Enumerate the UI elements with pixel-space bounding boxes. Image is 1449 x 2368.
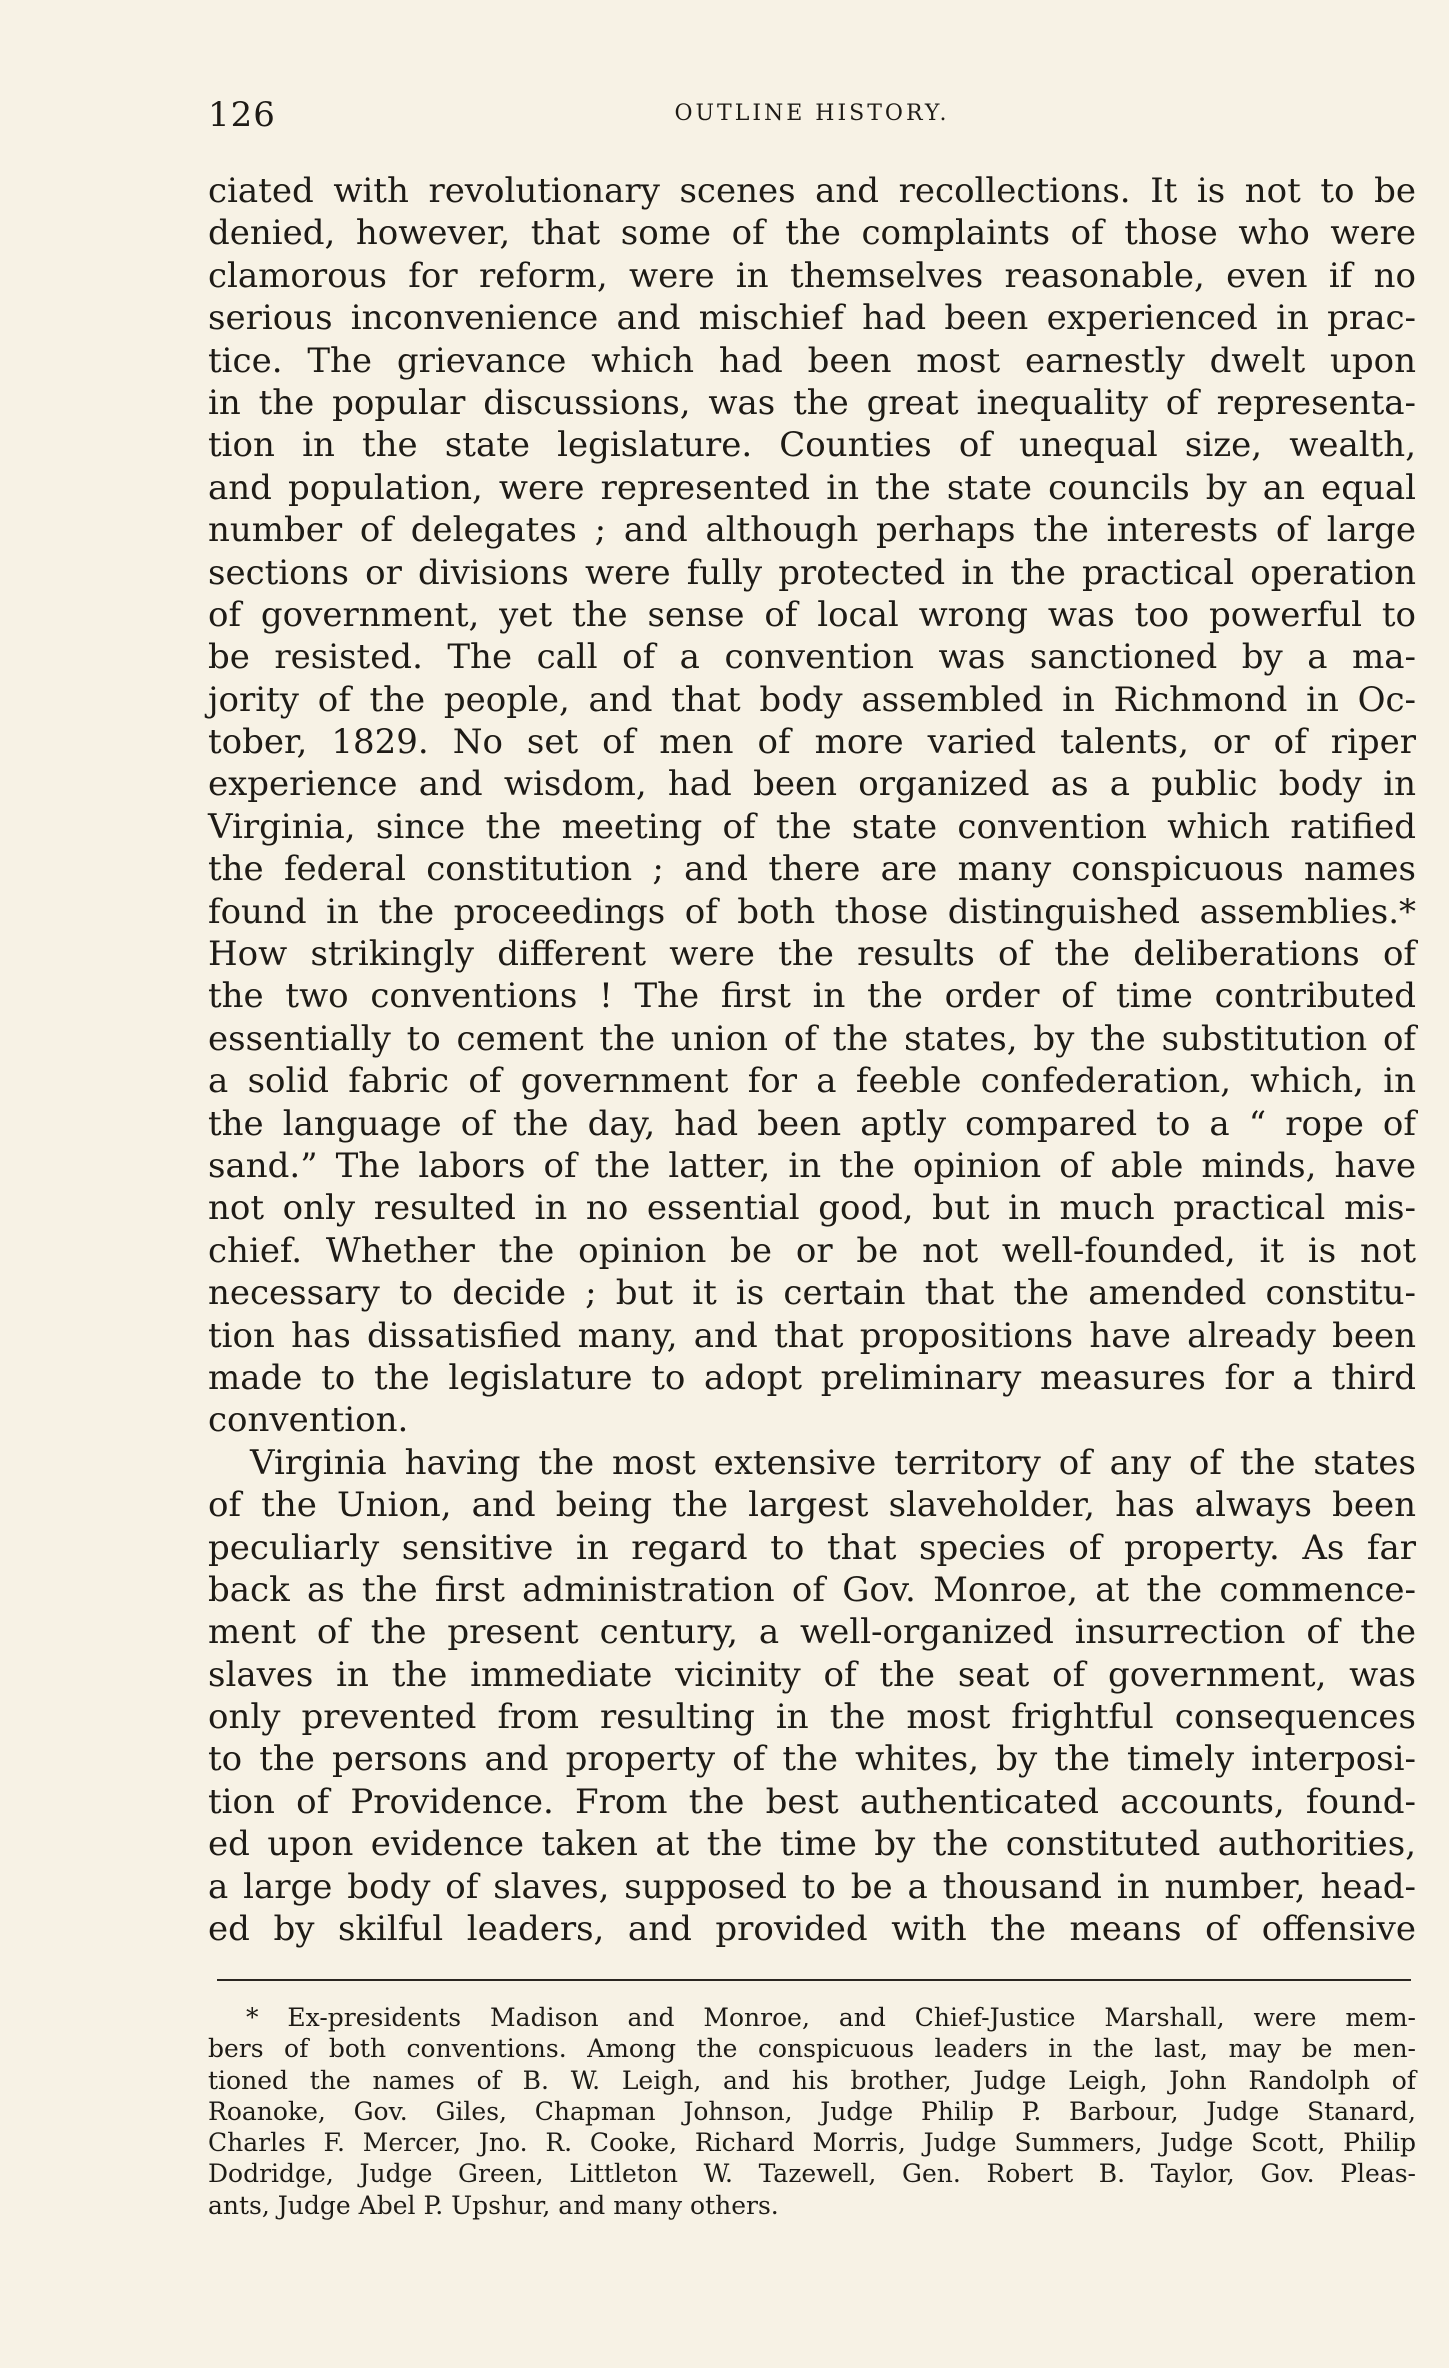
text-line: tober, 1829. No set of men of more varied talents, or of riper <box>208 722 1416 763</box>
footnote-line: Roanoke, Gov. Giles, Chapman Johnson, Judge Philip P. Barbour, Judge Stanard, <box>208 2096 1416 2126</box>
text-line: of government, yet the sense of local wrong was too powerful to <box>208 594 1416 635</box>
text-line: chief. Whether the opinion be or be not well-founded, it is not <box>208 1230 1416 1271</box>
text-line: not only resulted in no essential good, but in much practical mis- <box>208 1188 1416 1229</box>
page-header <box>208 95 1416 135</box>
footnote-line: Charles F. Mercer, Jno. R. Cooke, Richard Morris, Judge Summers, Judge Scott, Philip <box>208 2128 1416 2158</box>
footnote-line: Dodridge, Judge Green, Littleton W. Tazewell, Gen. Robert B. Taylor, Gov. Pleas- <box>208 2159 1416 2189</box>
text-line: sand.” The labors of the latter, in the opinion of able minds, have <box>208 1145 1416 1186</box>
running-head: OUTLINE HISTORY. <box>674 101 950 126</box>
text-line: a solid fabric of government for a feeble confederation, which, in <box>208 1061 1416 1102</box>
text-line: tion of Providence. From the best authenticated accounts, found- <box>208 1781 1416 1822</box>
page-number: 126 <box>208 95 276 135</box>
text-line: ment of the present century, a well-organized insurrection of the <box>208 1612 1416 1653</box>
text-line: essentially to cement the union of the states, by the substitution of <box>208 1018 1416 1059</box>
text-line: back as the first administration of Gov. Monroe, at the commence- <box>208 1569 1416 1610</box>
text-line: serious inconvenience and mischief had been experienced in prac- <box>208 298 1416 339</box>
text-line: Virginia having the most extensive territory of any of the states <box>250 1442 1416 1483</box>
text-line: ed upon evidence taken at the time by the constituted authorities, <box>208 1824 1416 1865</box>
text-line: and population, were represented in the state councils by an equal <box>208 467 1416 508</box>
text-line: necessary to decide ; but it is certain that the amended constitu- <box>208 1273 1416 1314</box>
text-line: How strikingly different were the results of the deliberations of <box>208 934 1416 975</box>
text-line: number of delegates ; and although perhaps the interests of large <box>208 510 1416 551</box>
text-line: tion in the state legislature. Counties of unequal size, wealth, <box>208 425 1416 466</box>
footnote <box>208 2002 1416 2221</box>
text-line: made to the legislature to adopt preliminary measures for a third <box>208 1357 1416 1398</box>
text-line: the two conventions ! The first in the order of time contributed <box>208 976 1416 1017</box>
text-line: the language of the day, had been aptly compared to a “ rope of <box>208 1103 1416 1144</box>
text-line: peculiarly sensitive in regard to that species of property. As far <box>208 1527 1416 1568</box>
text-line: denied, however, that some of the complaints of those who were <box>208 213 1416 254</box>
footnote-divider <box>217 1979 1411 1981</box>
footnote-line: * Ex-presidents Madison and Monroe, and Chief-Justice Marshall, were mem- <box>246 2003 1416 2032</box>
footnote-line: tioned the names of B. W. Leigh, and his brother, Judge Leigh, John Randolph of <box>208 2065 1416 2095</box>
text-line: sections or divisions were fully protected in the practical operation <box>208 552 1416 593</box>
text-line: the federal constitution ; and there are many conspicuous names <box>208 849 1416 890</box>
text-line: convention. <box>208 1400 409 1441</box>
text-line: only prevented from resulting in the most frightful consequences <box>208 1697 1416 1738</box>
footnote-line: ants, Judge Abel P. Upshur, and many others. <box>208 2190 779 2220</box>
text-line: in the popular discussions, was the great inequality of representa- <box>208 382 1416 423</box>
text-line: experience and wisdom, had been organized as a public body in <box>208 764 1416 805</box>
footnote-line: bers of both conventions. Among the conspicuous leaders in the last, may be men- <box>208 2034 1416 2064</box>
text-line: Virginia, since the meeting of the state convention which ratified <box>208 806 1416 847</box>
text-line: jority of the people, and that body assembled in Richmond in Oc- <box>208 679 1416 720</box>
body-text <box>208 170 1416 1950</box>
text-line: to the persons and property of the whites, by the timely interposi- <box>208 1739 1416 1780</box>
text-line: ciated with revolutionary scenes and recollections. It is not to be <box>208 171 1416 211</box>
text-line: found in the proceedings of both those distinguished assemblies.* <box>208 891 1416 932</box>
text-line: tion has dissatisfied many, and that propositions have already been <box>208 1315 1416 1356</box>
text-line: be resisted. The call of a convention was sanctioned by a ma- <box>208 637 1416 678</box>
text-line: a large body of slaves, supposed to be a thousand in number, head- <box>208 1866 1416 1907</box>
text-line: clamorous for reform, were in themselves reasonable, even if no <box>208 255 1416 296</box>
text-line: of the Union, and being the largest slaveholder, has always been <box>208 1485 1416 1526</box>
text-line: tice. The grievance which had been most earnestly dwelt upon <box>208 340 1416 381</box>
text-line: ed by skilful leaders, and provided with the means of offensive <box>208 1909 1416 1950</box>
text-line: slaves in the immediate vicinity of the seat of government, was <box>208 1654 1416 1695</box>
